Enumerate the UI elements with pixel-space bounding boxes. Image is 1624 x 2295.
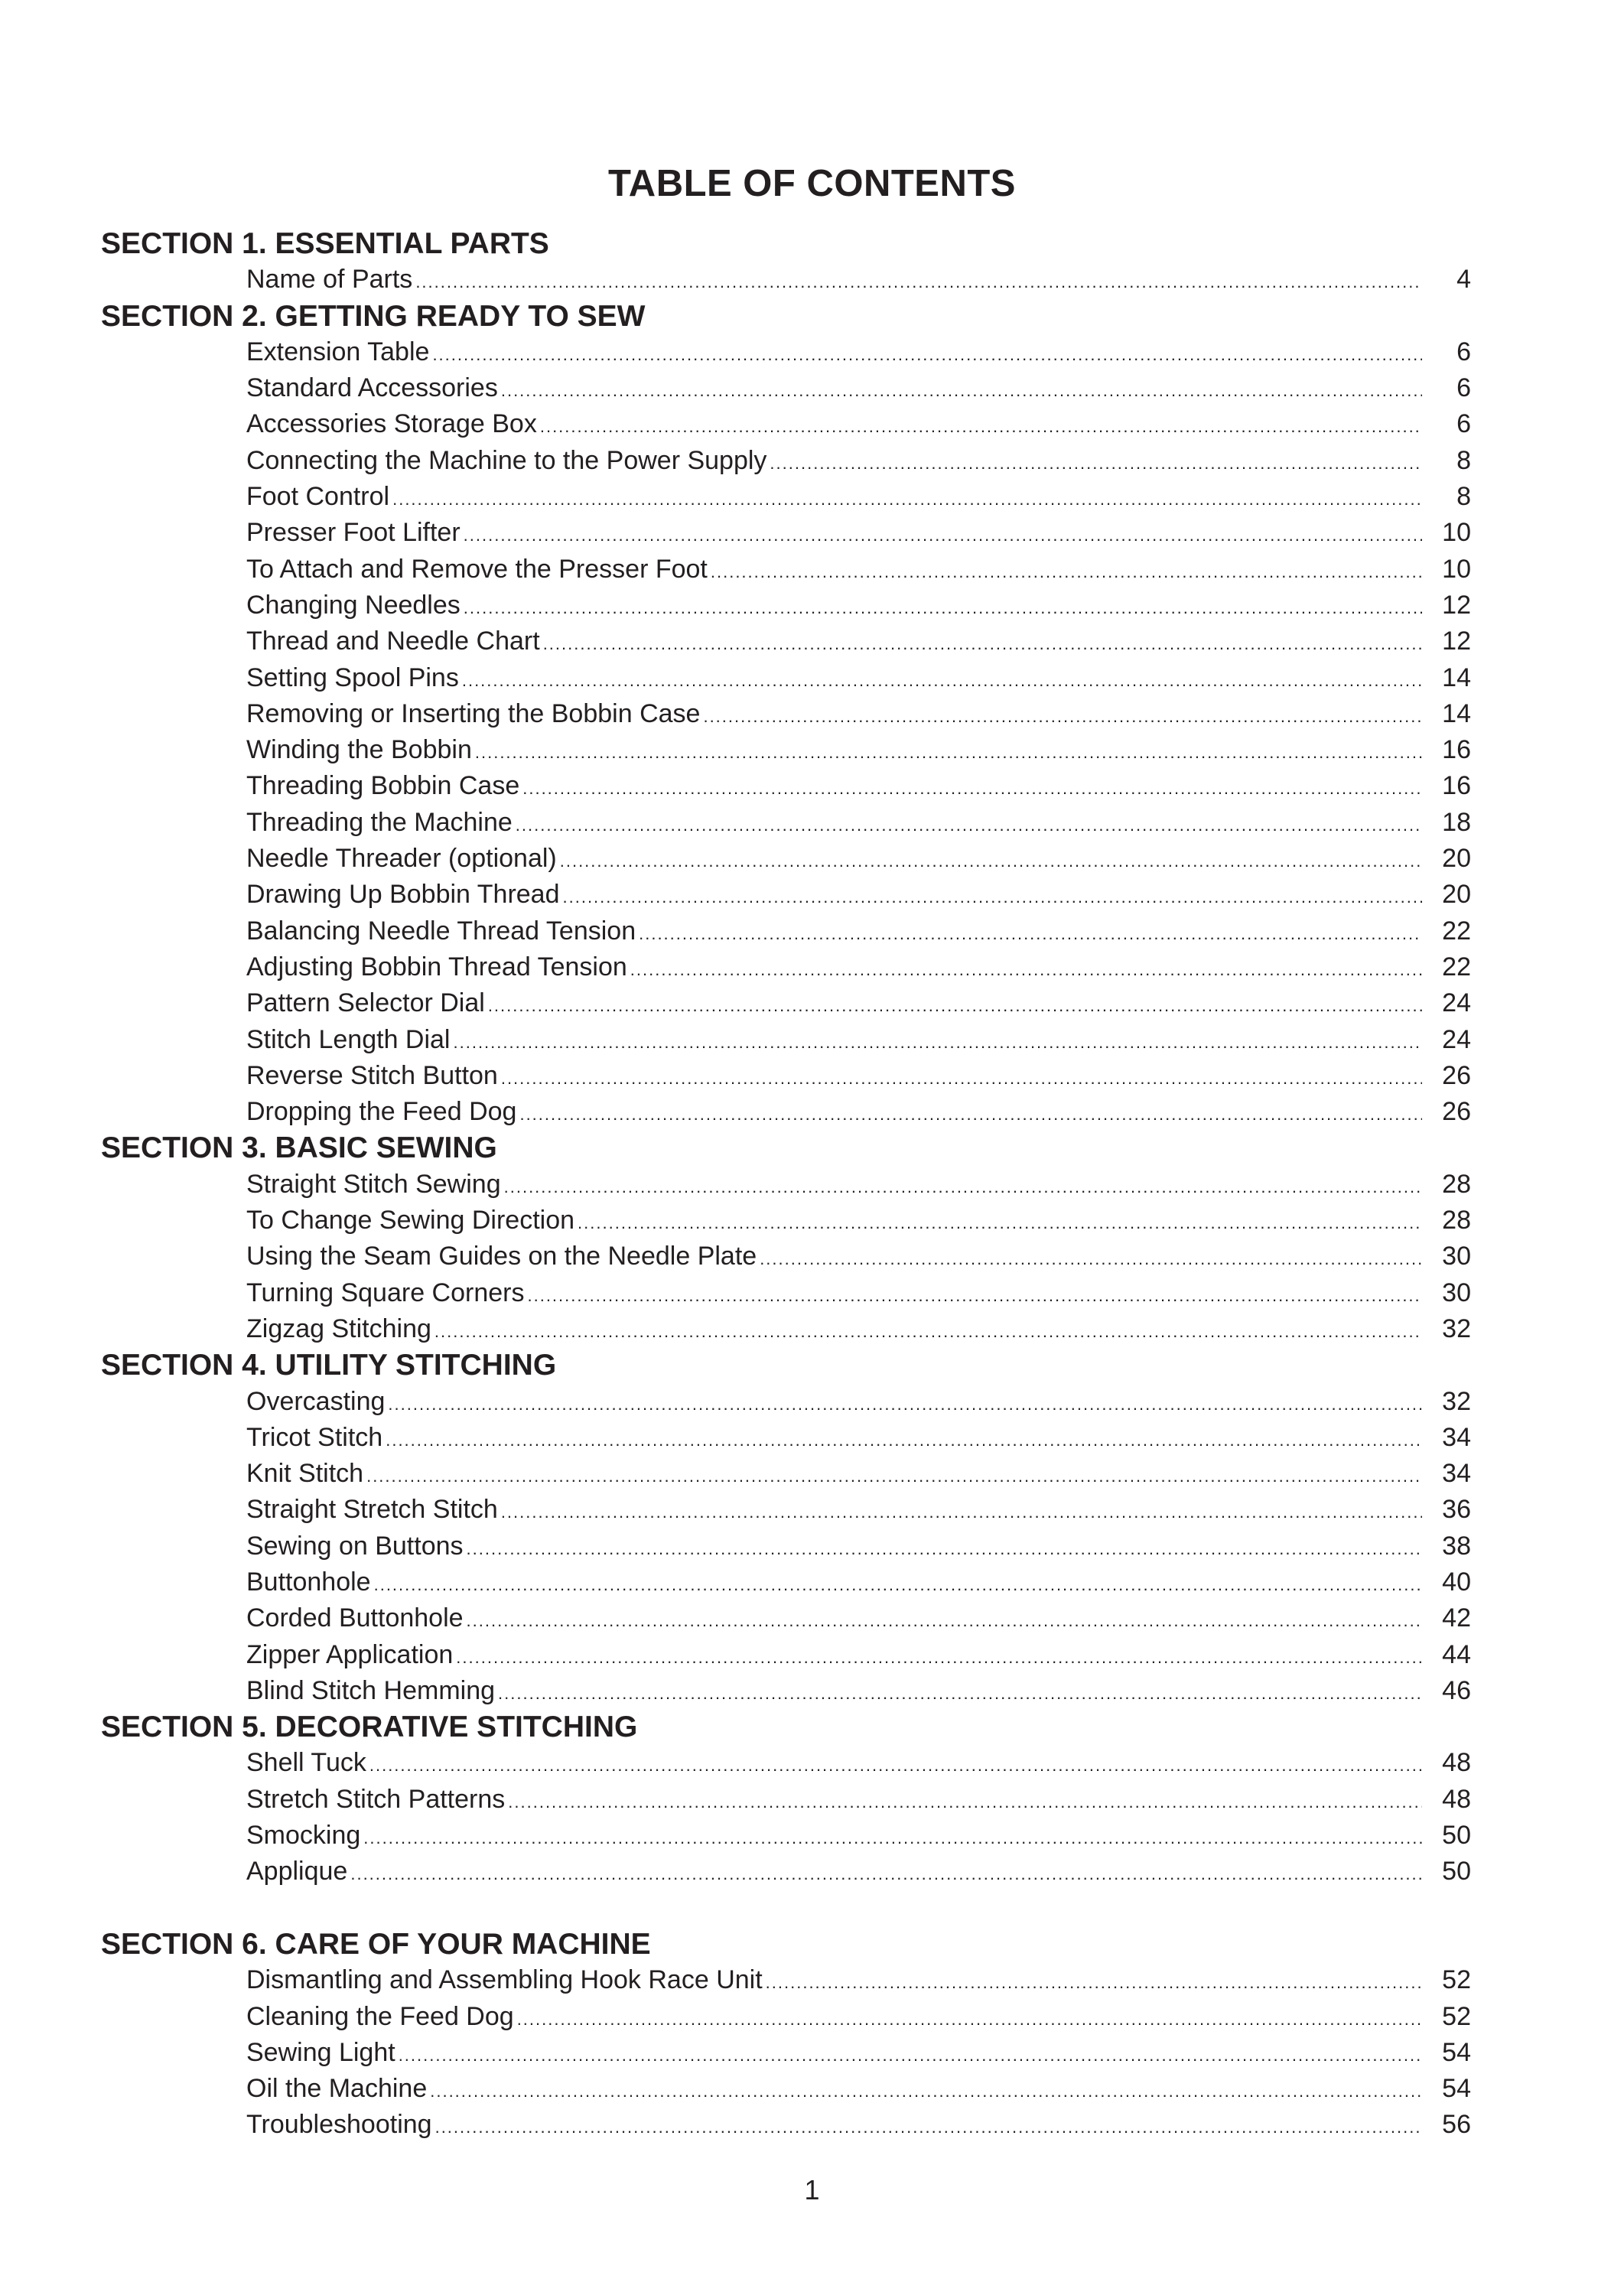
toc-entry[interactable]: [246, 1456, 1471, 1492]
toc-entry-page: 12: [1442, 627, 1471, 656]
dot-leader: [501, 1494, 1422, 1530]
toc-entry[interactable]: [246, 1962, 1471, 1998]
toc-entry-title: Troubleshooting: [246, 2110, 432, 2140]
toc-entry-title: Accessories Storage Box: [246, 409, 537, 439]
dot-leader: [454, 1024, 1423, 1060]
toc-entry-title: Threading Bobbin Case: [246, 771, 520, 801]
toc-entry[interactable]: [246, 1384, 1471, 1420]
toc-entry[interactable]: [246, 623, 1471, 659]
toc-entry-title: Pattern Selector Dial: [246, 988, 485, 1018]
toc-entry-page: 28: [1442, 1206, 1471, 1235]
toc-entry[interactable]: [246, 913, 1471, 949]
toc-entry-title: Sewing on Buttons: [246, 1531, 464, 1561]
toc-entry-page: 54: [1442, 2037, 1471, 2067]
toc-entry-title: Changing Needles: [246, 590, 461, 620]
toc-entry-page: 32: [1442, 1386, 1471, 1416]
toc-entry-page: 30: [1442, 1242, 1471, 1271]
dot-leader: [522, 770, 1422, 806]
toc-entry-page: 8: [1456, 482, 1471, 512]
toc-entry-title: Straight Stretch Stitch: [246, 1495, 498, 1525]
toc-entry[interactable]: [246, 1492, 1471, 1528]
dot-leader: [540, 409, 1422, 444]
toc-entry-page: 56: [1442, 2110, 1471, 2140]
toc-entry-title: To Attach and Remove the Presser Foot: [246, 554, 708, 584]
dot-leader: [501, 373, 1422, 409]
toc-entry-title: Name of Parts: [246, 265, 413, 295]
toc-entry[interactable]: [246, 660, 1471, 696]
toc-entry[interactable]: [246, 406, 1471, 442]
toc-entry-title: Using the Seam Guides on the Needle Plate: [246, 1242, 757, 1271]
toc-entry[interactable]: [246, 949, 1471, 985]
toc-entry-page: 52: [1442, 2001, 1471, 2031]
toc-entry-page: 4: [1456, 265, 1471, 295]
table-of-contents: [0, 226, 1624, 2144]
dot-leader: [399, 2037, 1422, 2073]
dot-leader: [366, 1458, 1422, 1494]
toc-entry-title: Smocking: [246, 1821, 361, 1851]
toc-entry-page: 48: [1442, 1748, 1471, 1778]
toc-entry-page: 28: [1442, 1169, 1471, 1199]
toc-entry[interactable]: [246, 1058, 1471, 1094]
toc-entry-title: Foot Control: [246, 482, 390, 512]
toc-entry-page: 48: [1442, 1784, 1471, 1814]
dot-leader: [563, 879, 1423, 915]
toc-entry-page: 42: [1442, 1603, 1471, 1633]
dot-leader: [388, 1386, 1422, 1422]
toc-entry[interactable]: [246, 552, 1471, 588]
toc-entry[interactable]: [246, 262, 1471, 298]
dot-leader: [543, 626, 1422, 662]
toc-entry-title: Presser Foot Lifter: [246, 518, 461, 548]
toc-entry-title: Dropping the Feed Dog: [246, 1097, 517, 1127]
toc-entry-page: 6: [1456, 373, 1471, 403]
toc-entry[interactable]: [246, 515, 1471, 551]
dot-leader: [350, 1856, 1422, 1892]
dot-leader: [508, 1784, 1422, 1820]
toc-entry-title: Oil the Machine: [246, 2074, 428, 2104]
toc-entry[interactable]: [246, 841, 1471, 877]
toc-entry-page: 32: [1442, 1314, 1471, 1343]
toc-entry-page: 20: [1442, 880, 1471, 910]
toc-entry-title: Turning Square Corners: [246, 1278, 525, 1307]
toc-entry-title: Removing or Inserting the Bobbin Case: [246, 698, 701, 728]
toc-entry-page: 44: [1442, 1639, 1471, 1669]
toc-entry[interactable]: [246, 1167, 1471, 1203]
section-heading: SECTION 4. UTILITY STITCHING: [101, 1349, 557, 1382]
toc-entry-title: Buttonhole: [246, 1567, 371, 1597]
toc-entry-title: Winding the Bobbin: [246, 735, 472, 765]
dot-leader: [464, 590, 1422, 626]
dot-leader: [435, 2109, 1422, 2145]
toc-entry[interactable]: [246, 1275, 1471, 1311]
dot-leader: [760, 1241, 1422, 1277]
dot-leader: [517, 2001, 1422, 2037]
dot-leader: [711, 554, 1422, 590]
toc-entry-title: Balancing Needle Thread Tension: [246, 916, 636, 946]
toc-entry[interactable]: [246, 370, 1471, 406]
toc-entry-page: 6: [1456, 337, 1471, 366]
toc-entry[interactable]: [246, 805, 1471, 841]
toc-entry-page: 34: [1442, 1422, 1471, 1452]
toc-entry-title: To Change Sewing Direction: [246, 1206, 575, 1235]
dot-leader: [464, 517, 1422, 553]
toc-entry-page: 20: [1442, 844, 1471, 874]
toc-entry[interactable]: [246, 2035, 1471, 2071]
toc-entry-page: 10: [1442, 554, 1471, 584]
dot-leader: [766, 1965, 1422, 2000]
toc-entry-page: 14: [1442, 662, 1471, 692]
dot-leader: [467, 1603, 1422, 1639]
toc-entry-title: Corded Buttonhole: [246, 1603, 464, 1633]
page-number: 1: [804, 2174, 820, 2205]
toc-entry-title: Adjusting Bobbin Thread Tension: [246, 952, 627, 981]
toc-entry-page: 50: [1442, 1821, 1471, 1851]
toc-entry[interactable]: [246, 1564, 1471, 1600]
dot-leader: [434, 1314, 1422, 1349]
toc-entry[interactable]: [246, 877, 1471, 913]
toc-entry[interactable]: [246, 732, 1471, 768]
toc-entry-title: Shell Tuck: [246, 1748, 366, 1778]
toc-entry-title: Straight Stitch Sewing: [246, 1169, 501, 1199]
toc-entry[interactable]: [246, 985, 1471, 1021]
dot-leader: [630, 952, 1422, 988]
toc-entry-page: 8: [1456, 445, 1471, 475]
toc-entry[interactable]: [246, 1203, 1471, 1239]
toc-entry-page: 10: [1442, 518, 1471, 548]
toc-entry-page: 24: [1442, 1024, 1471, 1054]
toc-entry[interactable]: [246, 443, 1471, 479]
toc-entry-page: 52: [1442, 1965, 1471, 1995]
toc-entry[interactable]: [246, 1528, 1471, 1564]
section-heading: SECTION 6. CARE OF YOUR MACHINE: [101, 1927, 651, 1961]
toc-entry-title: Overcasting: [246, 1386, 386, 1416]
toc-entry[interactable]: [246, 334, 1471, 370]
toc-entry[interactable]: [246, 1673, 1471, 1709]
toc-entry-title: Knit Stitch: [246, 1459, 364, 1489]
toc-entry-page: 40: [1442, 1567, 1471, 1597]
toc-entry-title: Setting Spool Pins: [246, 662, 459, 692]
toc-entry-page: 50: [1442, 1857, 1471, 1886]
toc-entry[interactable]: [246, 1094, 1471, 1130]
dot-leader: [560, 843, 1422, 879]
dot-leader: [430, 2073, 1422, 2109]
dot-leader: [415, 264, 1422, 300]
dot-leader: [392, 481, 1422, 517]
toc-entry-title: Stretch Stitch Patterns: [246, 1784, 506, 1814]
toc-entry-title: Extension Table: [246, 337, 430, 366]
toc-entry-title: Drawing Up Bobbin Thread: [246, 880, 560, 910]
dot-leader: [519, 1096, 1422, 1132]
toc-entry[interactable]: [246, 1782, 1471, 1818]
toc-entry-page: 18: [1442, 807, 1471, 837]
toc-entry[interactable]: [246, 1420, 1471, 1456]
toc-entry-page: 36: [1442, 1495, 1471, 1525]
toc-entry-page: 34: [1442, 1459, 1471, 1489]
dot-leader: [578, 1205, 1422, 1241]
dot-leader: [703, 698, 1422, 734]
toc-entry-title: Stitch Length Dial: [246, 1024, 451, 1054]
toc-entry-title: Threading the Machine: [246, 807, 513, 837]
toc-entry[interactable]: [246, 1745, 1471, 1781]
dot-leader: [462, 662, 1422, 698]
dot-leader: [501, 1060, 1422, 1096]
dot-leader: [363, 1820, 1422, 1856]
toc-entry[interactable]: [246, 1311, 1471, 1347]
toc-entry-page: 54: [1442, 2074, 1471, 2104]
toc-entry[interactable]: [246, 1239, 1471, 1274]
toc-entry-title: Tricot Stitch: [246, 1422, 383, 1452]
toc-entry-title: Needle Threader (optional): [246, 844, 557, 874]
toc-entry-page: 16: [1442, 735, 1471, 765]
toc-entry[interactable]: [246, 1999, 1471, 2035]
toc-entry[interactable]: [246, 1600, 1471, 1636]
toc-entry[interactable]: [246, 1022, 1471, 1058]
dot-leader: [498, 1675, 1422, 1711]
toc-entry-title: Zipper Application: [246, 1639, 454, 1669]
toc-entry-title: Blind Stitch Hemming: [246, 1675, 496, 1705]
toc-entry[interactable]: [246, 1637, 1471, 1673]
section-heading: SECTION 5. DECORATIVE STITCHING: [101, 1711, 638, 1744]
toc-entry[interactable]: [246, 768, 1471, 804]
toc-entry-title: Cleaning the Feed Dog: [246, 2001, 514, 2031]
dot-leader: [639, 916, 1422, 952]
toc-entry-page: 30: [1442, 1278, 1471, 1307]
toc-entry-title: Applique: [246, 1857, 348, 1886]
toc-entry-page: 26: [1442, 1060, 1471, 1090]
toc-entry-page: 46: [1442, 1675, 1471, 1705]
section-spacer: [0, 1890, 1624, 1926]
toc-entry[interactable]: [246, 2107, 1471, 2143]
dot-leader: [456, 1639, 1422, 1675]
toc-entry-page: 22: [1442, 916, 1471, 946]
toc-entry[interactable]: [246, 1854, 1471, 1890]
section-heading: SECTION 3. BASIC SEWING: [101, 1131, 497, 1165]
toc-entry-page: 12: [1442, 590, 1471, 620]
toc-entry-title: Thread and Needle Chart: [246, 627, 540, 656]
section-heading: SECTION 1. ESSENTIAL PARTS: [101, 227, 549, 260]
dot-leader: [516, 807, 1422, 843]
toc-entry[interactable]: [246, 588, 1471, 623]
dot-leader: [770, 445, 1422, 481]
dot-leader: [488, 988, 1422, 1024]
toc-entry-page: 6: [1456, 409, 1471, 439]
dot-leader: [504, 1169, 1422, 1205]
toc-entry-page: 22: [1442, 952, 1471, 981]
page-title: TABLE OF CONTENTS: [608, 163, 1016, 204]
dot-leader: [374, 1567, 1422, 1603]
section-heading: SECTION 2. GETTING READY TO SEW: [101, 299, 646, 333]
toc-entry-title: Reverse Stitch Button: [246, 1060, 498, 1090]
dot-leader: [475, 734, 1422, 770]
toc-entry-page: 26: [1442, 1097, 1471, 1127]
dot-leader: [467, 1531, 1422, 1567]
toc-entry[interactable]: [246, 1818, 1471, 1854]
toc-entry-title: Standard Accessories: [246, 373, 498, 403]
dot-leader: [432, 337, 1422, 373]
toc-entry-title: Dismantling and Assembling Hook Race Unit: [246, 1965, 763, 1995]
toc-entry[interactable]: [246, 479, 1471, 515]
toc-entry-page: 14: [1442, 698, 1471, 728]
dot-leader: [369, 1747, 1422, 1783]
toc-entry-title: Sewing Light: [246, 2037, 395, 2067]
toc-entry-page: 16: [1442, 771, 1471, 801]
toc-entry[interactable]: [246, 2071, 1471, 2107]
toc-entry-page: 38: [1442, 1531, 1471, 1561]
toc-entry[interactable]: [246, 696, 1471, 732]
dot-leader: [527, 1278, 1422, 1314]
toc-entry-title: Zigzag Stitching: [246, 1314, 431, 1343]
toc-entry-title: Connecting the Machine to the Power Supply: [246, 445, 767, 475]
dot-leader: [386, 1422, 1422, 1458]
toc-entry-page: 24: [1442, 988, 1471, 1018]
